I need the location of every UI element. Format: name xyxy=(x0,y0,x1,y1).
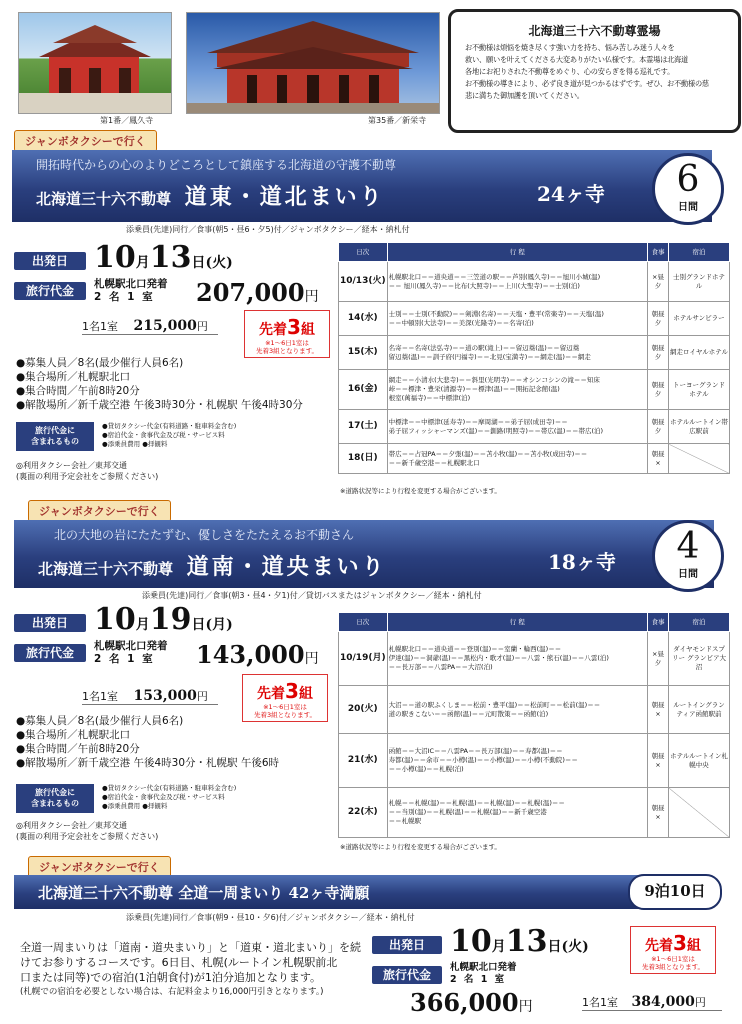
tour1-count: 24ヶ寺 xyxy=(537,182,605,206)
tour3-first-post: 組 xyxy=(686,938,701,954)
tour2-dep-label: 出発日 xyxy=(14,614,86,632)
tour1-days-num: 6 xyxy=(676,159,700,200)
tour2-itinerary-table xyxy=(338,612,730,838)
tour2-first-note1: ※1～6日1室は xyxy=(263,703,307,711)
tour2-incl-line: ●添乗員費用 ●拝観料 xyxy=(102,802,168,810)
tour1-price-label: 旅行代金 xyxy=(14,282,86,300)
tour1-days-unit: 日間 xyxy=(678,202,698,213)
tour1-single-label: 1名1室 xyxy=(82,320,118,333)
tour3-first-badge xyxy=(630,926,716,974)
tour2-count: 18ヶ寺 xyxy=(548,550,616,574)
tour3-single xyxy=(582,994,722,1011)
route-line: ＝＝ 旭川(鳳久寺)＝＝比布(大照寺)＝＝上川(大聖寺)＝＝士別(泊) xyxy=(388,281,580,290)
tour1-bullet: ●集合時間／午前8時20分 xyxy=(16,385,140,397)
row-day: 21(水) xyxy=(339,734,388,788)
route-line: 札幌駅北口＝＝道央道＝＝三笠道の駅＝＝芦別(鳳久寺)＝＝旭川小城(温) xyxy=(388,272,601,281)
row-route xyxy=(387,734,647,788)
row-hotel: ルートイングランティア函館駅前 xyxy=(669,686,730,734)
tour1-first-pre: 先着 xyxy=(259,322,288,338)
photo-1-caption: 第1番／鳳久寺 xyxy=(100,116,154,125)
route-line: ＝＝当別(温)＝＝札幌(温)＝＝札幌(温)＝＝新千歳空港 xyxy=(388,808,547,816)
row-day: 14(水) xyxy=(339,302,388,336)
tour3-yen: 円 xyxy=(518,999,533,1015)
route-line: ＝＝札幌駅 xyxy=(388,817,422,825)
tour3-desc-line: けてお参りするコースです。6日目、札幌(ルートイン札幌駅前北 xyxy=(20,956,338,969)
route-line: 峠＝＝標津・豊栄(清源寺)＝＝標津(温)＝＝開拓記念館(温) xyxy=(388,385,560,393)
route-line: 道の駅きこない＝＝函館(温)＝＝元町散策＝＝函館(泊) xyxy=(388,709,549,718)
row-route xyxy=(387,302,647,336)
tour1-month: 10 xyxy=(94,240,136,275)
tour3-desc-line: 口または同等)での宿泊(1泊朝食付)が1泊分追加となります。 xyxy=(20,971,321,984)
tour2-days-circle xyxy=(652,520,724,592)
tour1-incl-line: ●添乗員費用 ●拝観料 xyxy=(102,440,168,448)
tour2-incl-line: ●宿泊代金・食事代金及び税・サービス料 xyxy=(102,793,225,801)
tour1-bullet: ●集合場所／札幌駅北口 xyxy=(16,371,131,383)
tour3-dow: (火) xyxy=(561,939,589,955)
tour3-price-value: 366,000 xyxy=(410,988,519,1017)
tour1-incl-line: ●貸切タクシー代金(有料道路・駐車料金含む) xyxy=(102,422,237,430)
route-line: ＝＝新千歳空港＝＝札幌駅北口 xyxy=(388,458,480,467)
row-hotel: 網走ロイヤルホテル xyxy=(669,336,730,370)
tour2-price xyxy=(196,640,319,669)
route-line: 大沼＝＝道の駅ふくしま＝＝松前・豊平(温)＝＝松前町＝＝松前(温)＝＝ xyxy=(388,700,601,709)
tour1-first-note2: 先着3組となります。 xyxy=(255,347,319,355)
tour3-single-price: 384,000 xyxy=(631,994,695,1010)
tour2-single-label: 1名1室 xyxy=(82,690,118,703)
route-line: 寿都(温)＝＝余市＝＝小樽(温)＝＝小樽(温)＝＝小樽(不動院)＝＝ xyxy=(388,756,578,764)
tour3-single-yen: 円 xyxy=(694,996,706,1009)
tour1-price xyxy=(196,278,319,307)
table-row xyxy=(339,788,730,838)
temple-1-illustration xyxy=(19,13,171,113)
tour3-room: 2 名 1 室 xyxy=(450,974,507,985)
tour2-incl-line: ●貸切タクシー代金(有料道路・駐車料金含む) xyxy=(102,784,237,792)
tour3-first-note1: ※1～6日1室は xyxy=(651,955,695,963)
table-row xyxy=(339,370,730,410)
tour2-included-label xyxy=(16,784,94,813)
row-day: 15(木) xyxy=(339,336,388,370)
tour3-origin: 札幌駅北口発着 xyxy=(450,962,517,973)
tour1-note: ◎利用タクシー会社／東邦交通 xyxy=(16,461,127,470)
th-day: 日次 xyxy=(339,243,388,262)
tour1-day-unit: 日 xyxy=(191,255,206,271)
tour2-bullet: ●募集人員／8名(最少催行人員6名) xyxy=(16,715,184,727)
tour2-banner xyxy=(14,520,714,588)
route-line: 中標津＝＝中標津(延寿寺)＝＝摩周湖＝＝弟子屈(成田寺)＝＝ xyxy=(388,417,568,426)
tour3-nights-badge xyxy=(628,874,722,910)
row-meal: ×昼夕 xyxy=(648,262,669,302)
tour3-description xyxy=(20,940,361,1000)
tour2-tag: ジャンボタクシーで行く xyxy=(28,500,171,522)
route-line: 根室(萬福寺)＝＝中標津(泊) xyxy=(388,394,471,402)
row-route xyxy=(387,262,647,302)
tour1-included-list xyxy=(102,422,236,449)
tour2-incl-label2: 含まれるもの xyxy=(31,799,79,808)
tour2-first-note2: 先着3組となります。 xyxy=(253,711,317,719)
route-line: 網走＝＝小清水(大悲寺)＝＝斜里(光明寺)＝＝オシンコシンの滝＝＝知床 xyxy=(388,376,600,384)
tour1-dow: (火) xyxy=(205,255,233,271)
th-day: 日次 xyxy=(339,613,388,632)
intro-line: お不動様の導きにより、必ず良き道が見つかるはずです。ぜひ、お不動様の慈 xyxy=(465,79,709,88)
tour2-price-label: 旅行代金 xyxy=(14,644,86,662)
tour2-incl-label1: 旅行代金に xyxy=(35,788,75,797)
route-line: 士別＝＝士別(不動院)＝＝剣淵(名寄)＝＝天塩・豊平(常楽寺)＝＝天塩(温) xyxy=(388,309,604,318)
route-line: 函館＝＝大沼IC＝＝八雲PA＝＝長万部(温)＝＝寿都(温)＝＝ xyxy=(388,747,563,755)
row-meal: 朝昼夕 xyxy=(648,336,669,370)
th-meal: 食事 xyxy=(648,613,669,632)
tour3-first-pre: 先着 xyxy=(645,938,674,954)
table-row xyxy=(339,734,730,788)
route-line: 札幌＝＝札幌(温)＝＝札幌(温)＝＝札幌(温)＝＝札幌(温)＝＝ xyxy=(388,799,565,807)
route-line: ＝＝中頓別(大法寺)＝＝美深(光隆寺)＝＝名寄(泊) xyxy=(388,318,534,327)
intro-line: 各地にお祀りされた不動尊をめぐり、心の安らぎを得る巡礼です。 xyxy=(465,67,675,76)
tour2-title xyxy=(38,550,387,581)
tour2-note: ◎利用タクシー会社／東邦交通 xyxy=(16,821,127,830)
table-row xyxy=(339,302,730,336)
tour1-first-badge xyxy=(244,310,330,358)
row-hotel-none xyxy=(669,788,730,838)
tour1-dep-label: 出発日 xyxy=(14,252,86,270)
tour3-single-label: 1名1室 xyxy=(582,996,618,1009)
tour3-desc-note: (札幌での宿泊を必要としない場合は、右記料金より16,000円引きとなります。) xyxy=(20,987,324,997)
tour1-single-yen: 円 xyxy=(196,320,208,333)
tour1-day: 13 xyxy=(149,240,192,275)
tour3-banner xyxy=(14,875,704,909)
row-meal: 朝昼夕 xyxy=(648,410,669,444)
row-meal: 朝昼× xyxy=(648,444,669,474)
tour2-subline: 添乗員(先達)同行／食事(朝3・昼4・夕1)付／貸切バスまたはジャンボタクシー／経本・納札付 xyxy=(142,591,482,600)
route-line: 帯広＝＝占冠PA＝＝夕張(温)＝＝苫小牧(温)＝＝苫小牧(成田寺)＝＝ xyxy=(388,449,588,458)
row-route xyxy=(387,788,647,838)
tour2-origin: 札幌駅北口発着 xyxy=(94,640,168,652)
tour1-yen: 円 xyxy=(304,289,319,305)
tour3-day-unit: 日 xyxy=(547,939,562,955)
tour3-month: 10 xyxy=(450,924,492,959)
th-hotel: 宿泊 xyxy=(669,613,730,632)
intro-line: 悲に満ちた御加護を頂いてください。 xyxy=(465,91,584,100)
row-hotel-none xyxy=(669,444,730,474)
route-line: 留辺蘂(温)＝＝訓子府(円福寺)＝＝北見(宝満寺)＝＝網走(温)＝＝網走 xyxy=(388,352,591,361)
th-hotel: 宿泊 xyxy=(669,243,730,262)
row-hotel: ホテルルートイン帯広駅前 xyxy=(669,410,730,444)
tour3-tag: ジャンボタクシーで行く xyxy=(28,856,171,878)
tour3-month-unit: 月 xyxy=(491,939,506,955)
tour1-banner xyxy=(12,150,712,222)
table-row xyxy=(339,632,730,686)
tour2-days-num: 4 xyxy=(676,526,700,567)
tour1-note: (裏面の利用予定会社をご参照ください) xyxy=(16,472,159,481)
tour1-date xyxy=(94,240,233,275)
row-route xyxy=(387,410,647,444)
row-day: 22(木) xyxy=(339,788,388,838)
tour2-bullets xyxy=(16,714,279,770)
tour3-subline: 添乗員(先達)同行／食事(朝9・昼10・夕6)付／ジャンボタクシー／経本・納札付 xyxy=(126,913,415,922)
tour2-tagline: 北の大地の岩にたたずむ、優しさをたたえるお不動さん xyxy=(54,528,355,542)
tour1-title xyxy=(36,180,385,211)
tour1-origin-room xyxy=(94,278,168,304)
tour3-date xyxy=(450,924,589,959)
th-meal: 食事 xyxy=(648,243,669,262)
tour1-tag: ジャンボタクシーで行く xyxy=(14,130,157,152)
row-day: 10/13(火) xyxy=(339,262,388,302)
route-line: ＝＝小樽(温)＝＝札幌(泊) xyxy=(388,765,464,773)
row-hotel: トーヨーグランドホテル xyxy=(669,370,730,410)
tour1-origin: 札幌駅北口発着 xyxy=(94,278,168,290)
tour2-table-note: ※道路状況等により行程を変更する場合がございます。 xyxy=(340,843,501,851)
tour1-incl-label1: 旅行代金に xyxy=(35,426,75,435)
tour3-nights: 9泊10日 xyxy=(644,882,706,900)
tour2-title-prefix: 北海道三十六不動尊 xyxy=(38,560,174,578)
route-line: 名寄＝＝名寄(法弘寺)＝＝道の駅(滝上)＝＝留辺蘂(温)＝＝留辺蘂 xyxy=(388,343,580,352)
tour2-date xyxy=(94,602,233,637)
tour2-single xyxy=(82,688,218,705)
intro-line: お不動様は煩悩を焼き尽くす強い力を持ち、悩み苦しみ迷う人々を xyxy=(465,43,675,52)
row-meal: 朝昼× xyxy=(648,788,669,838)
row-route xyxy=(387,632,647,686)
tour2-origin-room xyxy=(94,640,168,666)
row-route xyxy=(387,686,647,734)
tour1-incl-line: ●宿泊代金・食事代金及び税・サービス料 xyxy=(102,431,225,439)
tour1-first-note1: ※1～6日1室は xyxy=(265,339,309,347)
table-row xyxy=(339,336,730,370)
tour2-first-post: 組 xyxy=(298,686,313,702)
tour1-included-label xyxy=(16,422,94,451)
table-row xyxy=(339,686,730,734)
route-line: 札幌駅北口＝＝道央道＝＝登別(温)＝＝室蘭・輪西(温)＝＝ xyxy=(388,645,562,653)
tour3-origin-room xyxy=(450,962,517,986)
tour2-note: (裏面の利用予定会社をご参照ください) xyxy=(16,832,159,841)
row-route xyxy=(387,444,647,474)
tour2-yen: 円 xyxy=(304,651,319,667)
row-day: 18(日) xyxy=(339,444,388,474)
photo-35-caption: 第35番／新栄寺 xyxy=(368,116,427,125)
tour2-days-unit: 日間 xyxy=(678,569,698,580)
tour2-first-pre: 先着 xyxy=(257,686,286,702)
row-hotel: ダイヤモンドスプリー グランビア大沼 xyxy=(669,632,730,686)
tour2-first-num: 3 xyxy=(285,679,299,703)
photo-temple-35 xyxy=(186,12,440,114)
th-route: 行 程 xyxy=(387,613,647,632)
tour3-day: 13 xyxy=(505,924,548,959)
tour3-price-label: 旅行代金 xyxy=(372,966,442,984)
row-route xyxy=(387,370,647,410)
tour1-title-main: 道東・道北まいり xyxy=(184,184,385,210)
tour3-dep-label: 出発日 xyxy=(372,936,442,954)
tour1-first-post: 組 xyxy=(300,322,315,338)
th-route: 行 程 xyxy=(387,243,647,262)
intro-panel xyxy=(448,9,741,133)
route-line: 弟子屈フィッシャーマンズ(温)＝＝釧路(明照寺)＝＝帯広(温)＝＝帯広(泊) xyxy=(388,426,604,435)
tour1-notes xyxy=(16,460,158,482)
tour3-price xyxy=(410,988,533,1017)
route-line: ＝＝長万部＝＝八雲PA＝＝大沼(泊) xyxy=(388,663,493,671)
tour2-day: 19 xyxy=(149,602,192,637)
tour1-first-num: 3 xyxy=(287,315,301,339)
tour1-bullets xyxy=(16,356,303,412)
row-hotel: ホテルルートイン札幌中央 xyxy=(669,734,730,788)
table-row xyxy=(339,444,730,474)
temple-35-illustration xyxy=(187,13,439,113)
tour2-bullet: ●集合時間／午前8時20分 xyxy=(16,743,140,755)
tour2-day-unit: 日 xyxy=(191,617,206,633)
tour1-title-prefix: 北海道三十六不動尊 xyxy=(36,190,172,208)
tour2-single-price: 153,000 xyxy=(133,688,197,704)
tour1-month-unit: 月 xyxy=(135,255,150,271)
table-row xyxy=(339,410,730,444)
tour1-days-circle xyxy=(652,153,724,225)
row-day: 17(土) xyxy=(339,410,388,444)
route-line: 伊達(温)＝＝洞爺(温)＝＝黒松内・歌才(温)＝＝八雲・熊石(温)＝＝八雲(泊) xyxy=(388,654,609,662)
tour1-price-value: 207,000 xyxy=(196,278,305,307)
tour3-first-note2: 先着3組となります。 xyxy=(641,963,705,971)
tour1-incl-label2: 含まれるもの xyxy=(31,437,79,446)
tour2-bullet: ●集合場所／札幌駅北口 xyxy=(16,729,131,741)
row-meal: ×昼夕 xyxy=(648,632,669,686)
tour2-single-yen: 円 xyxy=(196,690,208,703)
tour2-dow: (月) xyxy=(205,617,233,633)
tour2-room: 2 名 1 室 xyxy=(94,653,155,665)
tour3-desc-line: 全道一周まいりは「道南・道央まいり」と「道東・道北まいり」を続 xyxy=(20,941,361,954)
tour1-bullet: ●募集人員／8名(最少催行人員6名) xyxy=(16,357,184,369)
row-day: 20(火) xyxy=(339,686,388,734)
intro-body xyxy=(465,42,724,102)
tour2-price-value: 143,000 xyxy=(196,640,305,669)
tour1-single xyxy=(82,318,218,335)
tour1-itinerary-table xyxy=(338,242,730,474)
tour3-title: 北海道三十六不動尊 全道一周まいり 42ヶ寺満願 xyxy=(38,884,370,902)
tour2-bullet: ●解散場所／新千歳空港 午後4時30分・札幌駅 午後6時 xyxy=(16,757,280,769)
tour2-notes xyxy=(16,820,158,842)
tour2-included-list xyxy=(102,784,236,811)
row-meal: 朝昼夕 xyxy=(648,370,669,410)
tour2-month: 10 xyxy=(94,602,136,637)
photo-temple-1 xyxy=(18,12,172,114)
row-hotel: ホテルサンピラー xyxy=(669,302,730,336)
row-meal: 朝昼× xyxy=(648,686,669,734)
table-row xyxy=(339,262,730,302)
intro-title: 北海道三十六不動尊霊場 xyxy=(528,24,661,38)
tour1-table-note: ※道路状況等により行程を変更する場合がございます。 xyxy=(340,487,501,495)
tour1-subline: 添乗員(先達)同行／食事(朝5・昼6・夕5)付／ジャンボタクシー／経本・納札付 xyxy=(126,225,410,234)
row-meal: 朝昼× xyxy=(648,734,669,788)
row-meal: 朝昼夕 xyxy=(648,302,669,336)
row-route xyxy=(387,336,647,370)
row-day: 16(金) xyxy=(339,370,388,410)
row-day: 10/19(月) xyxy=(339,632,388,686)
tour3-first-num: 3 xyxy=(673,931,687,955)
tour1-single-price: 215,000 xyxy=(133,318,197,334)
tour2-month-unit: 月 xyxy=(135,617,150,633)
tour1-tagline: 開拓時代からの心のよりどころとして鎮座する北海道の守護不動尊 xyxy=(36,158,397,172)
row-hotel: 士別グランドホテル xyxy=(669,262,730,302)
intro-line: 救い、願いを叶えてくださる大変ありがたい仏様です。本霊場は北海道 xyxy=(465,55,689,64)
tour1-room: 2 名 1 室 xyxy=(94,291,155,303)
tour2-title-main: 道南・道央まいり xyxy=(186,554,387,580)
tour1-bullet: ●解散場所／新千歳空港 午後3時30分・札幌駅 午後4時30分 xyxy=(16,399,303,411)
